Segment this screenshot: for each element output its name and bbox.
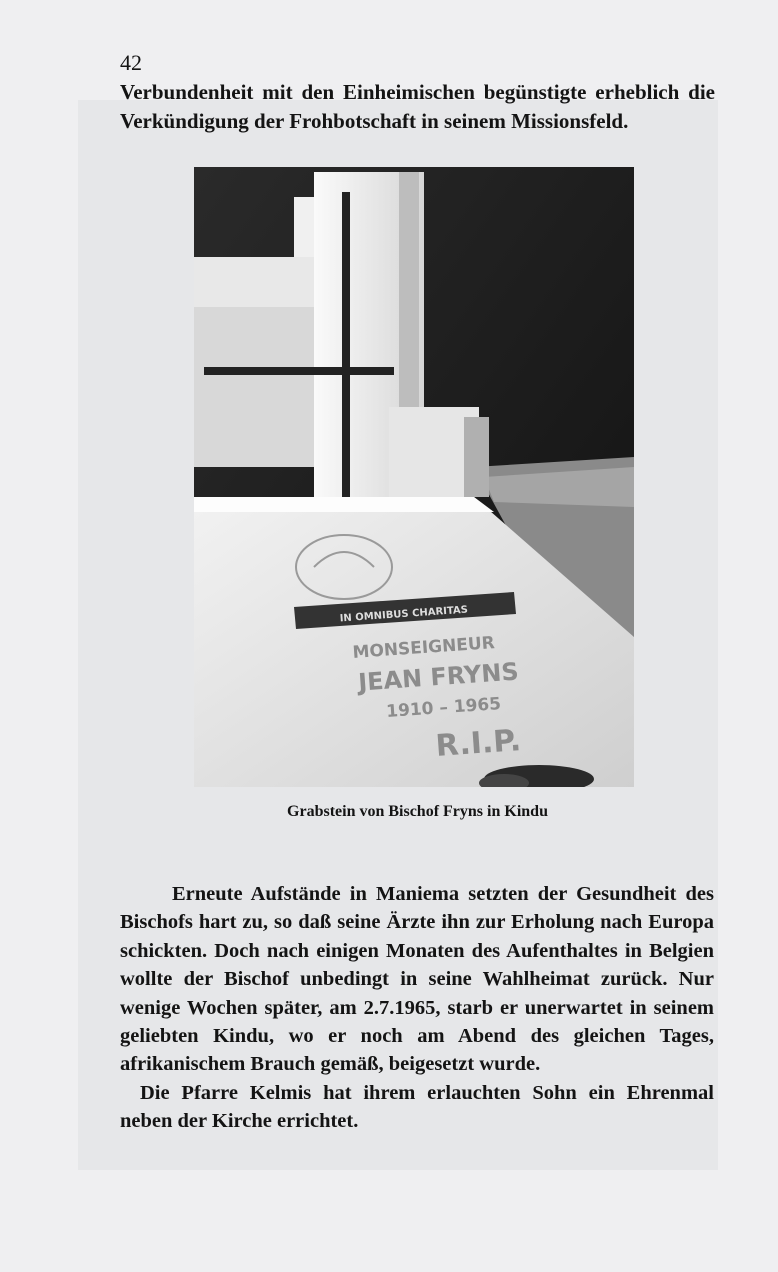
banner-text: IN OMNIBUS CHARITAS — [339, 604, 469, 625]
intro-paragraph: Verbundenheit mit den Einheimischen begünstigte erheblich die Verkündigung der Frohbotschaft in seinem Missionsfeld. — [120, 80, 715, 133]
page-number: 42 — [120, 50, 142, 75]
figure-caption: Grabstein von Bischof Fryns in Kindu — [287, 803, 548, 820]
body-text — [120, 880, 714, 1136]
gravestone-photo — [194, 167, 634, 787]
inscription-line-3: 1910 – 1965 — [385, 694, 502, 722]
body-paragraph: Erneute Aufstände in Maniema setzten der Gesundheit des Bischofs hart zu, so daß seine Ärzte ihn zur Erholung nach Europa schickten. Doch nach einigen Monaten des Aufenthaltes in Belgien wollte der Bischof unbedingt in seine Wahlheimat zurück. Nur wenige Wochen später, am 2.7.1965, starb er unerwartet in seinem geliebten Kindu, wo er noch am Abend des gleichen Tages, afrikanischem Brauch gemäß, beigesetzt wurde. — [120, 883, 714, 1076]
inscription-line-4: R.I.P. — [434, 723, 523, 764]
inscription-line-1: MONSEIGNEUR — [351, 633, 496, 663]
inscription-line-2: JEAN FRYNS — [357, 657, 520, 697]
body-paragraph: Die Pfarre Kelmis hat ihrem erlauchten Sohn ein Ehrenmal neben der Kirche errichtet. — [120, 1081, 714, 1133]
